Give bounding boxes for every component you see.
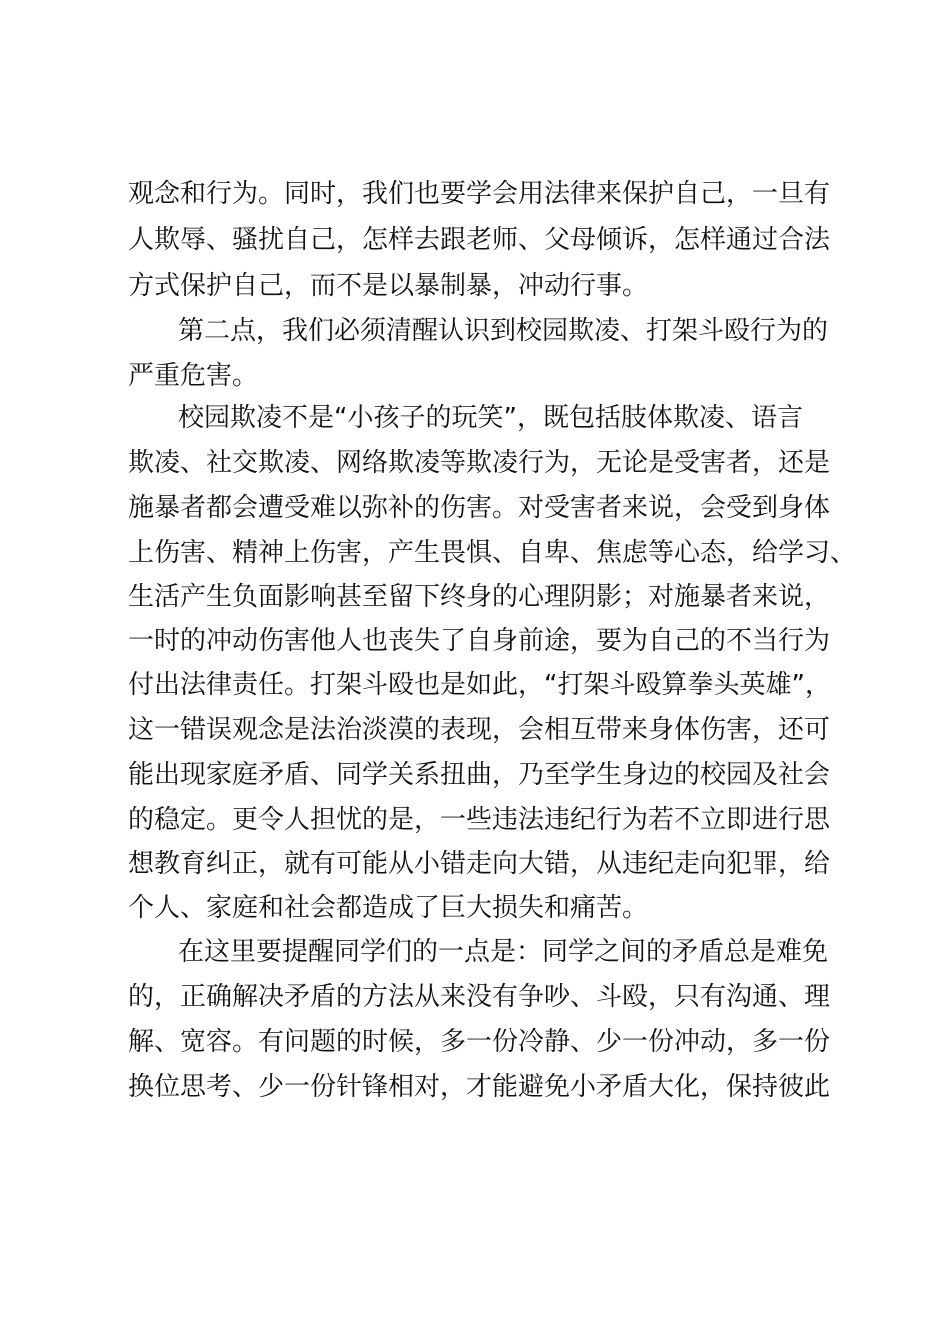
text-line: 在这里要提醒同学们的一点是：同学之间的矛盾总是难免 xyxy=(178,937,829,967)
text-line: 人欺辱、骚扰自己，怎样去跟老师、父母倾诉，怎样通过合法 xyxy=(128,225,831,255)
text-line: 想教育纠正，就有可能从小错走向大错，从违纪走向犯罪，给 xyxy=(128,849,831,879)
text-line: 能出现家庭矛盾、同学关系扭曲，乃至学生身边的校园及社会 xyxy=(128,760,831,790)
text-line: 付出法律责任。打架斗殴也是如此，“打架斗殴算拳头英雄”， xyxy=(128,670,831,700)
text-line: 施暴者都会遭受难以弥补的伤害。对受害者来说，会受到身体 xyxy=(128,493,831,523)
text-line: 观念和行为。同时，我们也要学会用法律来保护自己，一旦有 xyxy=(128,179,831,209)
text-line: 方式保护自己，而不是以暴制暴，冲动行事。 xyxy=(128,271,649,301)
text-line: 解、宽容。有问题的时候，多一份冷静、少一份冲动，多一份 xyxy=(128,1027,831,1057)
text-line: 个人、家庭和社会都造成了巨大损失和痛苦。 xyxy=(128,893,649,923)
text-line: 一时的冲动伤害他人也丧失了自身前途，要为自己的不当行为 xyxy=(128,626,831,656)
text-line: 严重危害。 xyxy=(128,361,259,391)
text-line: 上伤害、精神上伤害，产生畏惧、自卑、焦虑等心态，给学习、 xyxy=(128,538,857,568)
text-line: 的稳定。更令人担忧的是，一些违法违纪行为若不立即进行思 xyxy=(128,805,831,835)
text-line: 换位思考、少一份针锋相对，才能避免小矛盾大化，保持彼此 xyxy=(128,1072,831,1102)
text-line: 第二点，我们必须清醒认识到校园欺凌、打架斗殴行为的 xyxy=(178,316,829,346)
text-line: 的，正确解决矛盾的方法从来没有争吵、斗殴，只有沟通、理 xyxy=(128,982,831,1012)
text-line: 这一错误观念是法治淡漠的表现，会相互带来身体伤害，还可 xyxy=(128,715,831,745)
text-line: 欺凌、社交欺凌、网络欺凌等欺凌行为，无论是受害者，还是 xyxy=(128,448,831,478)
text-line: 校园欺凌不是“小孩子的玩笑”，既包括肢体欺凌、语言 xyxy=(178,403,803,433)
text-line: 生活产生负面影响甚至留下终身的心理阴影；对施暴者来说， xyxy=(128,582,831,612)
